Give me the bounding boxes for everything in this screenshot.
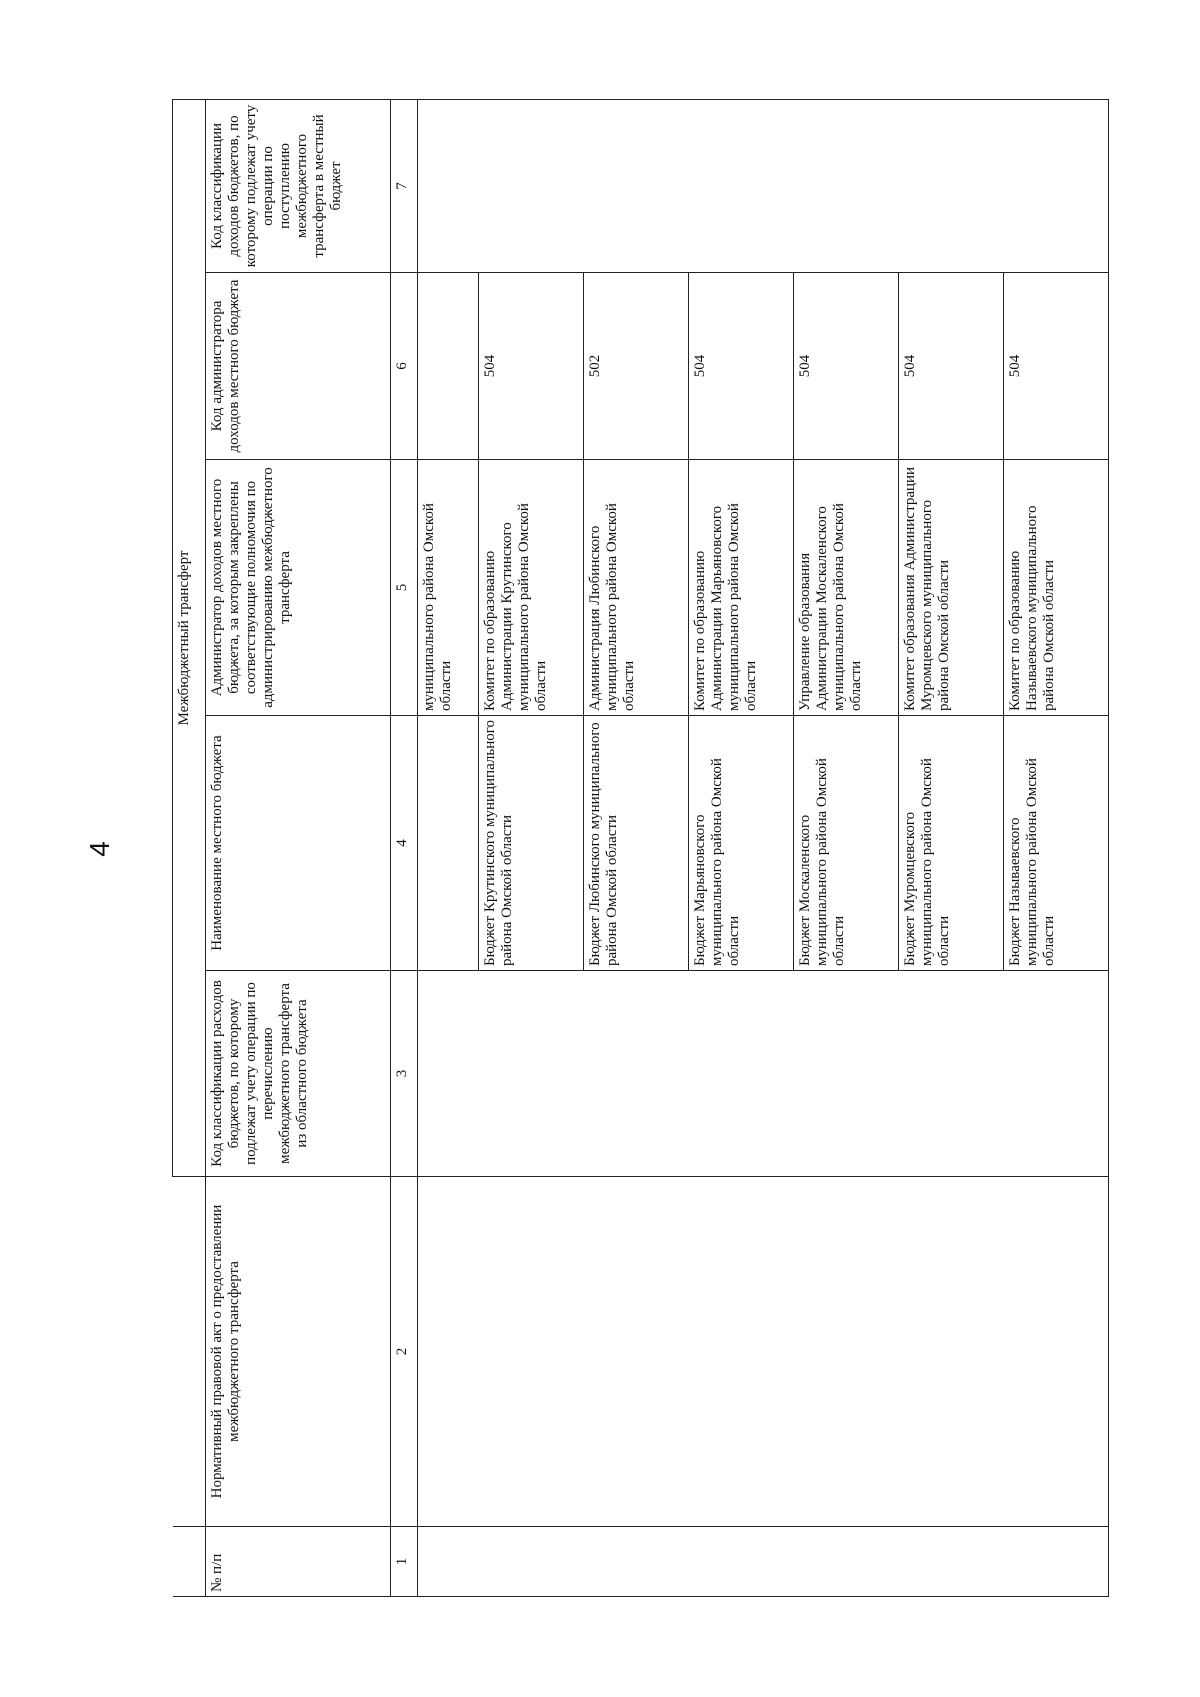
- header-cell: Администратор доходов местного бюджета, за которым закреплены соответствующие полномочия по администрированию межбюджетного трансферта: [206, 460, 391, 716]
- column-number: 1: [391, 1527, 418, 1597]
- header-cell: Код администратора доходов местного бюджета: [206, 273, 391, 460]
- table-row: [418, 99, 479, 1596]
- code-cell: [418, 273, 479, 460]
- budget-cell: Бюджет Крутинского муниципального района Омской области: [479, 716, 584, 971]
- header-cell: Нормативный правовой акт о предоставлении межбюджетного трансферта: [206, 1177, 391, 1527]
- column-number: 3: [391, 971, 418, 1177]
- admin-cell: Управление образования Администрации Москаленского муниципального района Омской области: [794, 460, 899, 716]
- group-header: Межбюджетный трансферт: [173, 99, 206, 1176]
- admin-cell: Комитет по образованию Называевского муниципального района Омской области: [1004, 460, 1109, 716]
- code-cell: 504: [1004, 273, 1109, 460]
- admin-cell: Администрация Любинского муниципального района Омской области: [584, 460, 689, 716]
- header-cell: Код классификации доходов бюджетов, по которому подлежат учету операции по поступлению межбюджетного трансферта в местный бюджет: [206, 99, 391, 272]
- budget-cell: Бюджет Называевского муниципального района Омской области: [1004, 716, 1109, 971]
- budget-cell: Бюджет Любинского муниципального района Омской области: [584, 716, 689, 971]
- code-cell: 504: [899, 273, 1004, 460]
- page-number: 4: [84, 841, 115, 857]
- column-number-row: [391, 99, 418, 1596]
- admin-cell: Комитет по образованию Администрации Марьяновского муниципального района Омской области: [689, 460, 794, 716]
- column-number: 6: [391, 273, 418, 460]
- header-cell: Код классификации расходов бюджетов, по которому подлежат учету операции по перечислению межбюджетного трансферта из областного бюджета: [206, 971, 391, 1177]
- code-cell: 504: [479, 273, 584, 460]
- admin-cell: Комитет образования Администрации Муромцевского муниципального района Омской области: [899, 460, 1004, 716]
- rotated-table-container: [172, 100, 1082, 1597]
- code-cell: 504: [794, 273, 899, 460]
- column-number: 2: [391, 1177, 418, 1527]
- column-number: 4: [391, 716, 418, 971]
- budget-cell: Бюджет Марьяновского муниципального района Омской области: [689, 716, 794, 971]
- admin-cell: муниципального района Омской области: [418, 460, 479, 716]
- admin-cell: Комитет по образованию Администрации Крутинского муниципального района Омской области: [479, 460, 584, 716]
- header-row: [206, 99, 391, 1596]
- budget-cell: Бюджет Муромцевского муниципального района Омской области: [899, 716, 1004, 971]
- transfer-table: [172, 99, 1109, 1597]
- column-number: 7: [391, 99, 418, 272]
- budget-cell: Бюджет Москаленского муниципального района Омской области: [794, 716, 899, 971]
- column-number: 5: [391, 460, 418, 716]
- budget-cell: [418, 716, 479, 971]
- code-cell: 504: [689, 273, 794, 460]
- code-cell: 502: [584, 273, 689, 460]
- header-cell: Наименование местного бюджета: [206, 716, 391, 971]
- header-cell: № п/п: [206, 1527, 391, 1597]
